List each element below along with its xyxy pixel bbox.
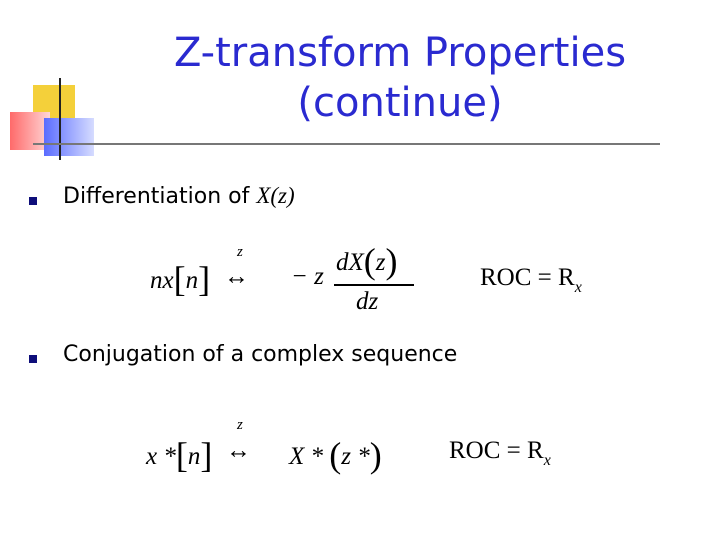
eq2-lhs-text: x * [146, 443, 176, 470]
bullet-differentiation [63, 183, 295, 209]
eq1-numerator-text: dX [336, 249, 364, 276]
eq2-bracket-open: [ [175, 435, 188, 475]
bullet-variable: X(z) [256, 183, 295, 208]
decor-blue-square [44, 118, 94, 156]
eq2-roc [449, 437, 551, 470]
eq2-rhs [289, 434, 382, 476]
eq1-lhs [150, 258, 210, 300]
eq2-rhs-text: X * [289, 443, 324, 470]
eq1-transform-symbol: z [237, 244, 243, 260]
eq2-lhs [146, 434, 212, 476]
eq1-minus-z: − z [291, 263, 324, 290]
eq2-transform-symbol: z [237, 417, 243, 433]
eq1-denominator: dz [356, 288, 379, 315]
eq1-roc-sub: x [574, 279, 582, 296]
eq2-roc-label: ROC = R [449, 437, 544, 464]
slide-title-line2: (continue) [297, 80, 503, 126]
eq1-bracket-close: ] [198, 259, 211, 299]
eq2-paren-close: ) [369, 435, 382, 475]
bullet-conjugation: Conjugation of a complex sequence [63, 342, 458, 367]
bullet-label: Differentiation of [63, 184, 257, 209]
eq1-numerator [336, 240, 398, 282]
slide-title [120, 28, 680, 128]
eq1-roc-label: ROC = R [480, 264, 575, 291]
eq2-roc-sub: x [543, 452, 551, 469]
eq2-paren-open: ( [329, 435, 342, 475]
eq1-arrow: ↔ [224, 263, 249, 290]
eq2-rhs-arg: z * [341, 443, 370, 470]
eq1-paren-open: ( [363, 241, 376, 281]
eq1-lhs-text: nx [150, 267, 174, 294]
eq2-arrow: ↔ [226, 437, 251, 464]
eq1-lhs-arg: n [185, 267, 199, 294]
title-underline [33, 143, 660, 145]
bullet-marker [29, 355, 37, 363]
eq1-roc [480, 264, 582, 297]
decor-vertical-line [59, 78, 61, 160]
bullet-marker [29, 197, 37, 205]
eq1-fraction-bar [334, 284, 414, 286]
eq2-lhs-arg: n [187, 443, 201, 470]
slide-title-line1: Z-transform Properties [173, 30, 627, 76]
eq1-numerator-arg: z [375, 249, 386, 276]
eq1-paren-close: ) [385, 241, 398, 281]
eq1-bracket-open: [ [173, 259, 186, 299]
eq2-bracket-close: ] [200, 435, 213, 475]
